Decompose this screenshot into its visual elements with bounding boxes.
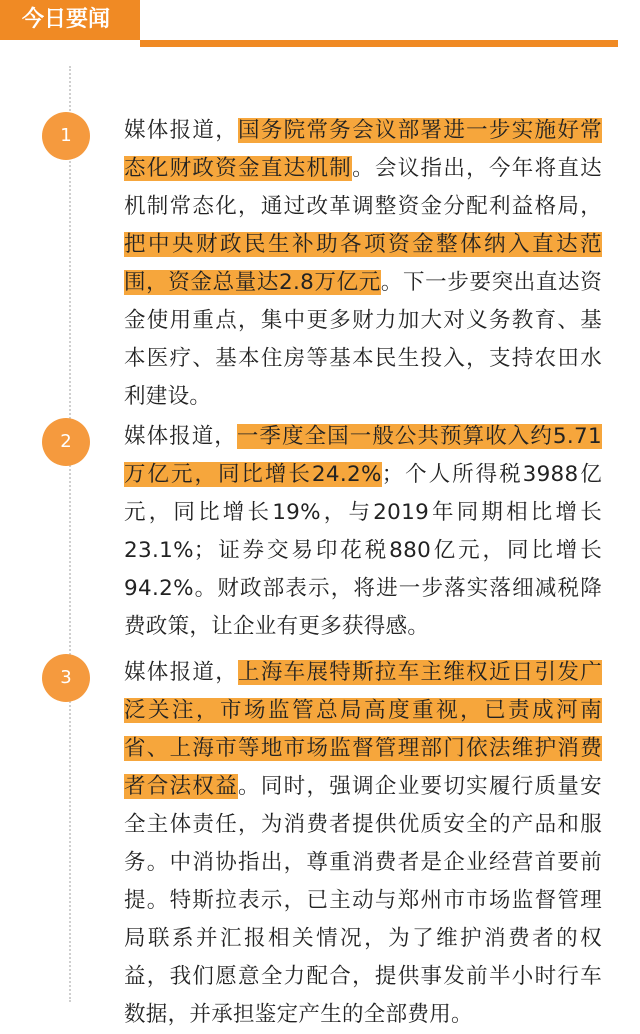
- news-number-badge: 3: [42, 654, 90, 702]
- news-body: ；个人所得税3988亿元，同比增长19%，与2019年同期相比增长23.1%；证券交易印花税880亿元，同比增长94.2%。财政部表示，将进一步落实落细减税降费政策，让企业有更多获得感。: [124, 462, 602, 639]
- news-lead: 媒体报道，: [124, 118, 239, 143]
- news-lead: 媒体报道，: [124, 660, 239, 685]
- news-number-badge: 2: [42, 418, 90, 466]
- section-header: [0, 0, 640, 50]
- header-underline: [140, 40, 618, 47]
- news-text: [124, 418, 602, 646]
- timeline-line: [69, 66, 71, 1002]
- news-highlight: 国务院常务会议部署进一步实施好常态化财政资金直达机制: [124, 118, 602, 181]
- news-highlight: 上海车展特斯拉车主维权近日引发广泛关注，市场监管总局高度重视，已责成河南省、上海市等地市场监督管理部门依法维护消费者合法权益: [124, 660, 602, 799]
- news-text: [124, 112, 602, 416]
- news-body: 。同时，强调企业要切实履行质量安全主体责任，为消费者提供优质安全的产品和服务。中消协指出，尊重消费者是企业经营首要前提。特斯拉表示，已主动与郑州市市场监督管理局联系并汇报相关情况，为了维护消费者的权益，我们愿意全力配合，提供事发前半小时行车数据，并承担鉴定产生的全部费用。: [124, 774, 602, 1027]
- news-highlight: 一季度全国一般公共预算收入约5.71万亿元，同比增长24.2%: [124, 424, 602, 487]
- news-body: 。下一步要突出直达资金使用重点，集中更多财力加大对义务教育、基本医疗、基本住房等基本民生投入，支持农田水利建设。: [124, 270, 602, 409]
- news-lead: 媒体报道，: [124, 424, 237, 449]
- news-number-badge: 1: [42, 112, 90, 160]
- news-body: 。会议指出，今年将直达机制常态化，通过改革调整资金分配利益格局，: [124, 156, 602, 219]
- section-title: 今日要闻: [0, 0, 140, 40]
- news-text: [124, 654, 602, 1034]
- news-highlight: 把中央财政民生补助各项资金整体纳入直达范围，资金总量达2.8万亿元: [124, 232, 602, 295]
